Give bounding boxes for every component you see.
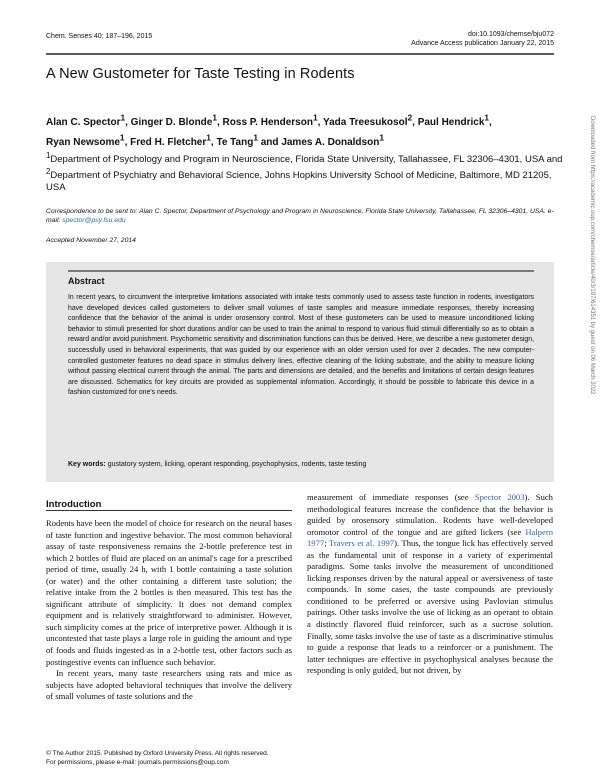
author: James A. Donaldson$^1$ — [281, 132, 384, 148]
author: Paul Hendrick$^1$, — [417, 113, 492, 129]
body-column-right — [307, 492, 553, 677]
doi[interactable]: doi:10.1093/chemse/bju072 — [467, 31, 554, 38]
author: Ryan Newsome$^1$, — [46, 132, 131, 148]
doi-block — [411, 30, 554, 48]
citation-link[interactable]: Halpern 1977 — [307, 526, 553, 549]
paper-title: A New Gustometer for Taste Testing in Rodents — [46, 66, 355, 82]
accepted-date: Accepted November 27, 2014 — [46, 237, 136, 244]
author: Te Tang$^1$ and — [216, 132, 282, 148]
paragraph: Rodents have been the model of choice for research on the neural bases of taste function and ingestive behavior. The most common behavioral assay of taste responsiveness remains the 2-bottle preference test in which 2 bottles of fluid are placed on an animal's cage for a prescribed period of time, usually 24 h, with 1 bottle containing a taste solution (or water) and the other containing a different taste solution; the relative intake from the 2 bottles is then measured. This test has the significant attribute of simplicity. It does not demand complex equipment and is relatively straightforward to administer. However, such simplicity comes at the price of interpretive power. Although it is uncontested that taste plays a large role in guiding the amount and type of foods and fluids ingested as in a 2-bottle test, other factors such as postingestive events can influence such behavior. — [46, 518, 292, 667]
abstract-rule — [68, 270, 534, 272]
abstract-heading: Abstract — [68, 276, 105, 286]
footer — [46, 749, 269, 767]
journal-citation: Chem. Senses 40: 187–196, 2015 — [46, 33, 153, 40]
introduction-heading: Introduction — [46, 499, 102, 510]
introduction-rule — [46, 510, 292, 511]
author: Ross P. Henderson$^1$, — [222, 113, 323, 129]
permissions: For permissions, please e-mail: journals.permissions@oup.com — [46, 759, 229, 766]
email-link[interactable]: spector@psy.fsu.edu — [62, 217, 126, 224]
keywords: Key words: gustatory system, licking, operant responding, psychophysics, rodents, taste testing — [68, 461, 367, 468]
paragraph: measurement of immediate responses (see Spector 2003). Such methodological features increase the confidence that the behavior is guided by orosensory stimulation. Rodents have well-developed oromotor control of the tongue and are gifted lickers (see Halpern 1977; Travers et al. 1997). Thus, the tongue lick has effectively served as the fundamental unit of response in a variety of experimental paradigms. Some tasks involve the measurement of unconditioned licking responses driven by the natural appeal or aversiveness of taste compounds. In some cases, the taste compounds are previously conditioned to be preferred or aversive using Pavlovian stimulus pairings. Other tasks involve the use of licking as an operant to obtain a distinctly flavored fluid reinforcer, such as a sucrose solution. Finally, some tasks involve the use of taste as a discriminative stimulus to guide a response that leads to a reinforcer or a punishment. The latter techniques are effective in psychophysical analyses because the responding is only guided, but not driven, by — [307, 492, 553, 676]
author: Yada Treesukosol$^2$, — [322, 113, 418, 129]
download-watermark: Downloaded from https://academic.oup.com/chemse/article/40/3/187/614351 by guest on 06 March 2022 — [589, 116, 595, 395]
advance-access: Advance Access publication January 22, 2015 — [411, 40, 554, 47]
citation-link[interactable]: Travers et al. 1997 — [328, 538, 395, 549]
copyright: © The Author 2015. Published by Oxford University Press. All rights reserved. — [46, 750, 269, 757]
citation-link[interactable]: Spector 2003 — [474, 492, 525, 502]
author: Alan C. Spector$^1$, — [46, 113, 131, 129]
header-rule — [46, 53, 554, 55]
body-column-left — [46, 518, 292, 703]
correspondence: Correspondence to be sent to: Alan C. Spector, Department of Psychology and Program in Neuroscience, Florida State University, Tallahassee, FL 32306–4301, USA. e-mail: spector@psy.fsu.edu — [46, 208, 554, 224]
author: Ginger D. Blonde$^1$, — [130, 113, 223, 129]
affiliations: $^1$Department of Psychology and Program in Neuroscience, Florida State University, Tallahassee, FL 32306–4301, USA and $^2$Department of Psychiatry and Behavioral Science, Johns Hopkins University School of Medicine, Baltimore, MD 21205, USA — [46, 151, 563, 194]
keywords-label: Key words: — [68, 461, 106, 468]
author: Fred H. Fletcher$^1$, — [130, 132, 217, 148]
paragraph: In recent years, many taste researchers using rats and mice as subjects have adopted behavioral techniques that involve the delivery of small volumes of taste solutions and the — [46, 668, 292, 702]
abstract-text: In recent years, to circumvent the interpretive limitations associated with intake tests commonly used to assess taste function in rodents, investigators have developed devices called gustometers to deliver small volumes of taste samples and measure immediate responses, thereby increasing confidence that the behavior of the animal is under orosensory control. Most of these gustometers can be used to measure unconditioned licking behavior to stimuli presented for short durations and/or can be used to train the animal to respond to various fluid stimuli differentially so as to obtain a reward and/or avoid punishment. Psychometric sensitivity and discrimination functions can thus be derived. Here, we describe a new gustometer design, successfully used in behavioral experiments, that was guided by our experience with an older version used for over 2 decades. The new computer-controlled gustometer features no dead space in stimulus delivery lines, effective cleaning of the licking substrate, and the ability to measure licking without passing electrical current through the animal. The parts and dimensions are detailed, and the benefits and limitations of certain design features are discussed. Schematics for key circuits are provided as supplemental information. Accordingly, it should be possible to fabricate this device in a fashion customized for one's needs. — [68, 294, 534, 397]
author-list — [46, 111, 556, 150]
